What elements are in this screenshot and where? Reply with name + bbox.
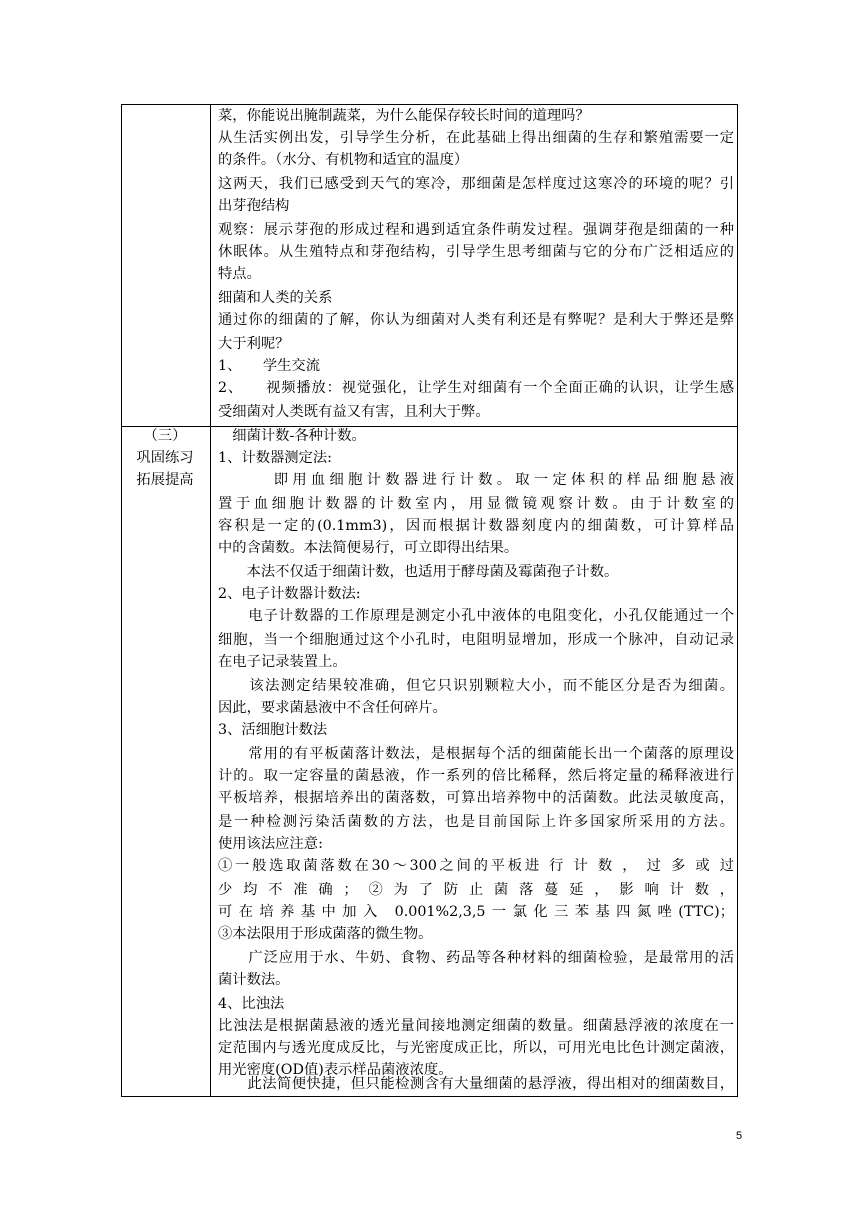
- text-line: ③本法限用于形成菌落的微生物。: [218, 926, 433, 942]
- text-line: 该法测定结果较准确，但它只识别颗粒大小，而不能区分是否为细菌。: [218, 678, 734, 694]
- text-line: 观察：展示芽孢的形成过程和遇到适宜条件萌发过程。强调芽孢是细菌的一种: [218, 222, 734, 238]
- text-line: 因此，要求菌悬液中不含任何碎片。: [218, 700, 447, 716]
- text-line: 可在培养基中加入 0.001%2,3,5一氯化三苯基四氮唑(TTC)；: [218, 904, 734, 920]
- text-line: 2、 视频播放：视觉强化，让学生对细菌有一个全面正确的认识，让学生感: [218, 380, 734, 396]
- text-line: 这两天，我们已感受到天气的寒冷，那细菌是怎样度过这寒冷的环境的呢？引: [218, 176, 734, 192]
- text-line: 通过你的细菌的了解，你认为细菌对人类有利还是有弊呢？是利大于弊还是弊: [218, 312, 734, 328]
- text-line: 此法简便快捷，但只能检测含有大量细菌的悬浮液，得出相对的细菌数目，: [218, 1076, 734, 1092]
- text-line: 用光密度(OD值)表示样品菌液浓度。: [218, 1062, 453, 1078]
- text-line: 4、比浊法: [218, 996, 285, 1012]
- page-number: 5: [736, 1130, 743, 1142]
- text-line: 置于血细胞计数器的计数室内，用显微镜观察计数。由于计数室的: [218, 496, 734, 512]
- text-line: 3、活细胞计数法: [218, 722, 328, 738]
- section-label: 拓展提高: [136, 472, 194, 488]
- text-line: 受细菌对人类既有益又有害，且利大于弊。: [218, 404, 490, 420]
- text-line: 的条件。（水分、有机物和适宜的温度）: [218, 152, 469, 168]
- text-line: 菜，你能说出腌制蔬菜，为什么能保存较长时间的道理吗？: [218, 108, 590, 124]
- text-line: 中的含菌数。本法简便易行，可立即得出结果。: [218, 540, 519, 556]
- section-label: 巩固练习: [136, 450, 194, 466]
- text-line: 少均不准确；②为了防止菌落蔓延，影响计数，: [218, 882, 734, 898]
- text-line: 2、电子计数器计数法:: [218, 586, 361, 602]
- section-number: （三）: [143, 428, 187, 444]
- section-heading: 细菌计数-各种计数。: [218, 428, 366, 444]
- text-line: 1、 学生交流: [218, 358, 321, 374]
- text-line: 大于利呢？: [218, 336, 290, 352]
- text-line: 1、计数器测定法:: [218, 450, 332, 466]
- text-line: 平板培养，根据培养出的菌落数，可算出培养物中的活菌数。此法灵敏度高，: [218, 790, 734, 806]
- text-line: 菌计数法。: [218, 972, 290, 988]
- text-line: 本法不仅适于细菌计数，也适用于酵母菌及霉菌孢子计数。: [218, 564, 619, 580]
- text-line: 电子计数器的工作原理是测定小孔中液体的电阻变化，小孔仅能通过一个: [218, 608, 734, 624]
- text-line: 在电子记录装置上。: [218, 654, 347, 670]
- text-line: 休眠体。从生殖特点和芽孢结构，引导学生思考细菌与它的分布广泛相适应的: [218, 244, 734, 260]
- text-line: 计的。取一定容量的菌悬液，作一系列的倍比稀释，然后将定量的稀释液进行: [218, 768, 734, 784]
- text-line: 容积是一定的(0.1mm3)，因而根据计数器刻度内的细菌数，可计算样品: [218, 518, 734, 534]
- row-divider: [122, 426, 737, 427]
- text-line: 出芽孢结构: [218, 198, 290, 214]
- text-line: 细胞，当一个细胞通过这个小孔时，电阻明显增加，形成一个脉冲，自动记录: [218, 632, 734, 648]
- text-line: 广泛应用于水、牛奶、食物、药品等各种材料的细菌检验，是最常用的活: [218, 950, 734, 966]
- text-line: ①一般选取菌落数在30～300之间的平板进 行 计 数 ， 过 多 或 过: [218, 858, 734, 874]
- text-line: 定范围内与透光度成反比，与光密度成正比，所以，可用光电比色计测定菌液，: [218, 1040, 734, 1056]
- column-divider: [210, 105, 211, 1096]
- text-line: 从生活实例出发，引导学生分析，在此基础上得出细菌的生存和繁殖需要一定: [218, 130, 734, 146]
- text-line: 即用血细胞计数器进行计数。取一定体积的样品细胞悬液: [218, 472, 734, 488]
- text-line: 特点。: [218, 266, 261, 282]
- text-line: 常用的有平板菌落计数法，是根据每个活的细菌能长出一个菌落的原理设: [218, 746, 734, 762]
- text-line: 使用该法应注意:: [218, 836, 323, 852]
- text-line: 比浊法是根据菌悬液的透光量间接地测定细菌的数量。细菌悬浮液的浓度在一: [218, 1018, 734, 1034]
- text-line: 是一种检测污染活菌数的方法，也是目前国际上许多国家所采用的方法。: [218, 814, 734, 830]
- text-line: 细菌和人类的关系: [218, 290, 333, 306]
